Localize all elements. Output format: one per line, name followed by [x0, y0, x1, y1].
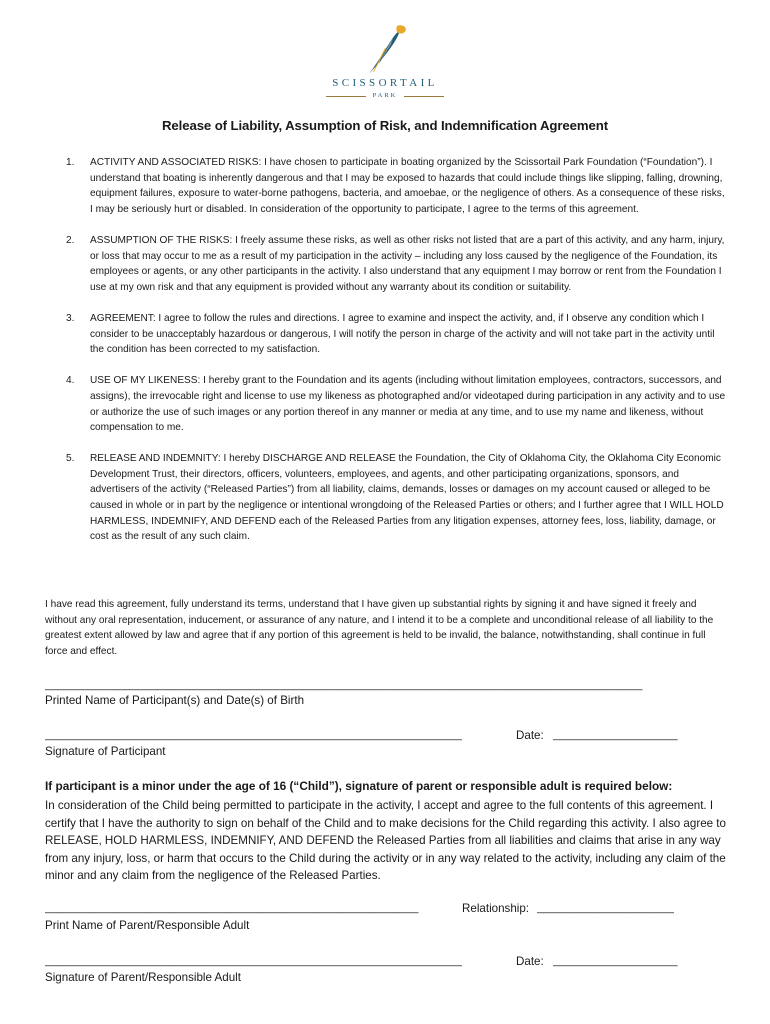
- parent-name-line[interactable]: ____________________________________________________________: [45, 902, 419, 914]
- parent-name-label: Print Name of Parent/Responsible Adult: [45, 919, 250, 932]
- participant-date-label: Date:: [516, 729, 544, 742]
- clause-text: AGREEMENT: I agree to follow the rules and directions. I agree to examine and inspect the activity, and, if I observe any condition which I consider to be unacceptably hazardous or dangerous, I will notify the person in charge of the activity and will not take part in the activity until the condition has been corrected to my satisfaction.: [90, 312, 715, 356]
- clause-number: 4.: [66, 375, 75, 387]
- clause-number: 1.: [66, 157, 75, 168]
- clause-text: RELEASE AND INDEMNITY: I hereby DISCHARGE AND RELEASE the Foundation, the City of Oklahoma City, the Oklahoma City Economic Development Trust, their directors, officers, volunteers, employees, and agents, and other participating organizations, sponsors, and advertisers of the activity (“Released Parties”) from all liability, claims, demands, losses or damages on my account caused or alleged to be caused in whole or in part by the negligence or intentional wrongdoing of the Released Parties or others; and I further agree that I WILL HOLD HARMLESS, INDEMNIFY, AND DEFEND each of the Released Parties from any litigation expenses, attorney fees, loss, liability, damage, or cost as the result of any such claim.: [90, 453, 724, 543]
- scissortail-bird-icon: [360, 24, 410, 76]
- minor-section-heading: If participant is a minor under the age of 16 (“Child”), signature of parent or responsible adult is required below:: [45, 779, 673, 793]
- participant-signature-label: Signature of Participant: [45, 745, 166, 758]
- parent-date-label: Date:: [516, 955, 544, 968]
- relationship-line[interactable]: ______________________: [537, 902, 674, 914]
- acknowledgement-paragraph: I have read this agreement, fully understand its terms, understand that I have given up substantial rights by signing it and have signed it freely and without any oral representation, inducement, or assurance of any nature, and I intend it to be a complete and unconditional release of all liability to the greatest extent allowed by law and agree that if any portion of this agreement is held to be invalid, the balance, notwithstanding, shall continue in full force and effect.: [45, 599, 714, 657]
- logo-wordmark: SCISSORTAIL: [332, 77, 438, 89]
- printed-name-line[interactable]: ________________________________________________________________________________________________: [45, 679, 643, 691]
- printed-name-label: Printed Name of Participant(s) and Date(s) of Birth: [45, 694, 305, 707]
- clause-number: 2.: [66, 234, 75, 246]
- clause-text: ASSUMPTION OF THE RISKS: I freely assume these risks, as well as other risks not listed that are a part of this activity, and any harm, injury, or loss that may occur to me as a result of my participation in the activity – including any loss caused by the negligence of the Foundation, its employees or agents, or any other participants in the activity. I also understand that any equipment I may borrow or rent from the Foundation I use at my own risk and that any equipment is provided without any warranty about its condition or suitability.: [90, 234, 725, 293]
- clause-number: 3.: [66, 312, 75, 324]
- parent-date-line[interactable]: ____________________: [553, 955, 678, 967]
- clause-assumption-of-risks: [66, 233, 726, 295]
- clause-release-indemnity: [66, 451, 726, 545]
- parent-signature-line[interactable]: ___________________________________________________________________: [45, 955, 462, 967]
- logo-rule-right: [404, 96, 444, 97]
- participant-signature-line[interactable]: ___________________________________________________________________: [45, 729, 462, 741]
- clause-likeness: [66, 373, 726, 435]
- document-title: Release of Liability, Assumption of Risk, and Indemnification Agreement: [162, 118, 608, 133]
- participant-date-line[interactable]: ____________________: [553, 729, 678, 741]
- minor-section-body: In consideration of the Child being permitted to participate in the activity, I accept and agree to the full contents of this agreement. I certify that I have the authority to sign on behalf of the Child and to make decisions for the Child regarding this activity. I also agree to RELEASE, HOLD HARMLESS, INDEMNIFY, AND DEFEND the Released Parties from all liabilities and claims that arise in any way from any injury, loss, or harm that occurs to the Child during the activity or in any way related to the activity, including any claim of the minor and any claim from the negligence of the Released Parties.: [45, 799, 726, 883]
- clause-list: [66, 155, 726, 560]
- clause-agreement: [66, 311, 726, 358]
- clause-text: ACTIVITY AND ASSOCIATED RISKS: I have chosen to participate in boating organized by the Scissortail Park Foundation (“Foundation”). I understand that boating is inherently dangerous and that I may be exposed to hazards that could include things like slipping, falling, drowning, equipment failures, exposure to water-borne pathogens, bacteria, and amoebae, or the negligence of others. As a consequence of these risks, I may be seriously hurt or disabled. In consideration of the opportunity to participate, I agree to the terms of this agreement.: [90, 157, 725, 215]
- scissortail-park-logo: [318, 24, 452, 104]
- clause-number: 5.: [66, 453, 75, 465]
- parent-signature-label: Signature of Parent/Responsible Adult: [45, 971, 241, 984]
- logo-subtitle: PARK: [372, 92, 398, 99]
- clause-activity-risks: [66, 155, 726, 217]
- relationship-label: Relationship:: [462, 902, 530, 915]
- clause-text: USE OF MY LIKENESS: I hereby grant to the Foundation and its agents (including without limitation employees, contractors, successors, and assigns), the irrevocable right and license to use my likeness as photographed and/or videotaped during participation in any activity and to use or authorize the use of such images or any portion thereof in any manner or media at any time, and to use my name and likeness, without compensation to me.: [90, 375, 726, 434]
